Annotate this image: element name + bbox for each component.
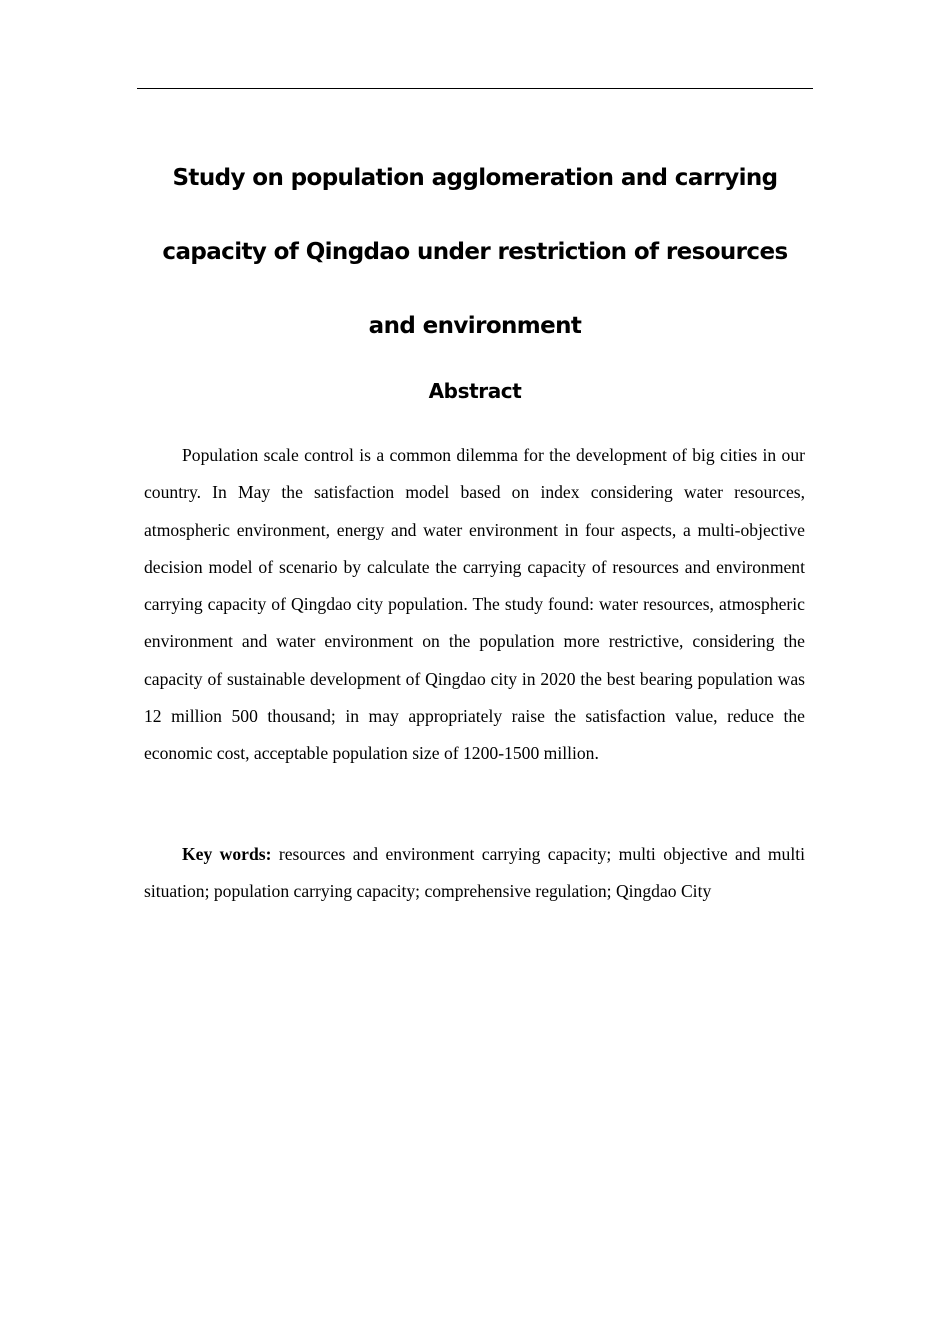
abstract-heading: Abstract [428,379,522,403]
keywords-label: Key words: [182,844,272,864]
keywords-text: resources and environment carrying capacity; multi objective and multi situation; population carrying capacity; comprehensive regulation; Qingdao City [144,844,805,902]
abstract-paragraph: Population scale control is a common dilemma for the development of big cities in our country. In May the satisfaction model based on index considering water resources, atmospheric environment, energy and water environment in four aspects, a multi-objective decision model of scenario by calculate the carrying capacity of resources and environment carrying capacity of Qingdao city population. The study found: water resources, atmospheric environment and water environment on the population more restrictive, considering the capacity of sustainable development of Qingdao city in 2020 the best bearing population was 12 million 500 thousand; in may appropriately raise the satisfaction value, reduce the economic cost, acceptable population size of 1200-1500 million. [144,445,805,764]
header-rule [137,88,813,89]
paper-title: Study on population agglomeration and carrying capacity of Qingdao under restriction of resources and environment [162,165,788,339]
keywords-paragraph [144,836,805,911]
